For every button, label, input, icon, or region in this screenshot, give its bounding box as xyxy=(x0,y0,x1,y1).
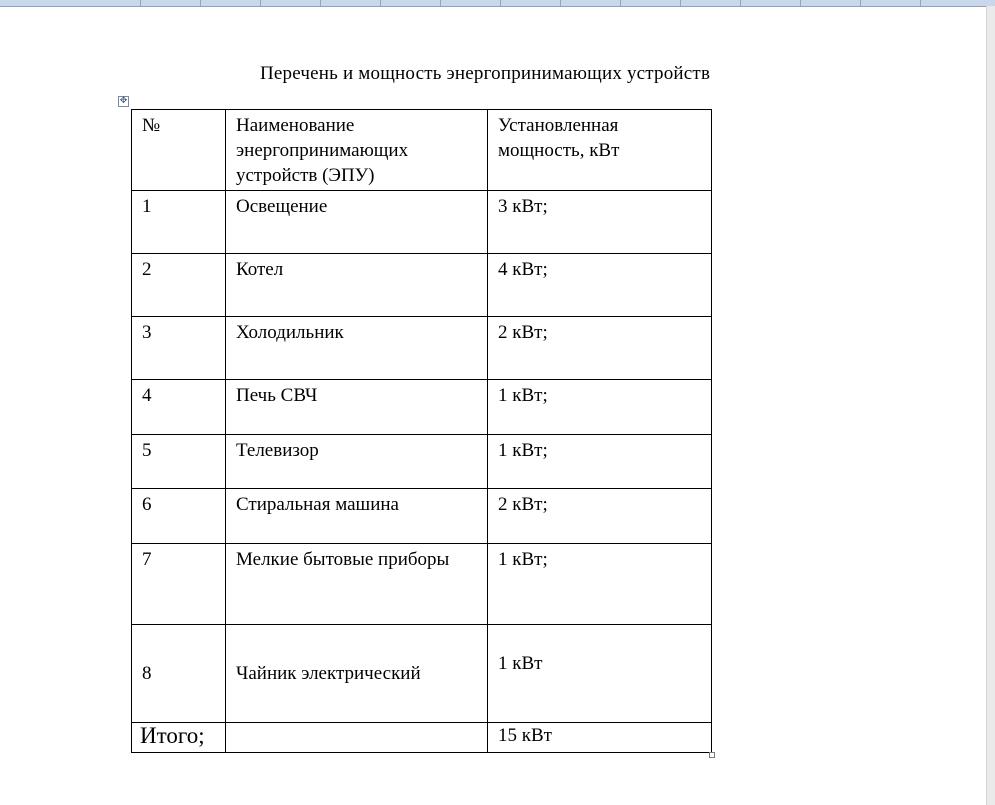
row-number-cell[interactable]: 6 xyxy=(132,489,226,544)
row-number-cell[interactable]: 2 xyxy=(132,254,226,317)
ruler-tick xyxy=(560,0,561,6)
total-power-cell[interactable]: 15 кВт xyxy=(488,723,712,753)
row-name-cell[interactable]: Мелкие бытовые приборы xyxy=(226,544,488,625)
ruler-tick xyxy=(620,0,621,6)
row-number-cell[interactable]: 7 xyxy=(132,544,226,625)
ruler-tick xyxy=(320,0,321,6)
row-name-cell[interactable]: Стиральная машина xyxy=(226,489,488,544)
row-power-cell[interactable]: 1 кВт; xyxy=(488,435,712,489)
ruler-tick xyxy=(440,0,441,6)
header-number-cell[interactable]: № xyxy=(132,110,226,191)
header-power-cell[interactable]: Установленная мощность, кВт xyxy=(488,110,712,191)
table-row xyxy=(132,544,712,625)
row-name-cell[interactable]: Телевизор xyxy=(226,435,488,489)
page-edge xyxy=(986,6,995,805)
row-power-cell[interactable]: 1 кВт xyxy=(488,625,712,723)
table-row xyxy=(132,435,712,489)
row-number-cell[interactable]: 8 xyxy=(132,625,226,723)
row-power-cell[interactable]: 1 кВт; xyxy=(488,380,712,435)
table-row xyxy=(132,254,712,317)
row-name-cell[interactable]: Печь СВЧ xyxy=(226,380,488,435)
ruler-tick xyxy=(800,0,801,6)
ruler-tick xyxy=(680,0,681,6)
table-row xyxy=(132,317,712,380)
row-power-cell[interactable]: 1 кВт; xyxy=(488,544,712,625)
ruler-tick xyxy=(740,0,741,6)
move-arrows-icon[interactable]: ✥ xyxy=(119,96,128,106)
total-label-cell[interactable]: Итого; xyxy=(132,723,226,753)
row-power-cell[interactable]: 2 кВт; xyxy=(488,489,712,544)
ruler-tick xyxy=(200,0,201,6)
row-number-cell[interactable]: 3 xyxy=(132,317,226,380)
row-number-cell[interactable]: 5 xyxy=(132,435,226,489)
ruler-tick xyxy=(380,0,381,6)
total-name-cell[interactable] xyxy=(226,723,488,753)
row-number-cell[interactable]: 4 xyxy=(132,380,226,435)
table-row xyxy=(132,625,712,723)
header-name-cell[interactable]: Наименование энергопринимающих устройств (ЭПУ) xyxy=(226,110,488,191)
table-total-row xyxy=(132,723,712,753)
row-name-cell[interactable]: Холодильник xyxy=(226,317,488,380)
row-power-cell[interactable]: 2 кВт; xyxy=(488,317,712,380)
row-power-cell[interactable]: 4 кВт; xyxy=(488,254,712,317)
table-row xyxy=(132,191,712,254)
row-name-cell[interactable]: Котел xyxy=(226,254,488,317)
power-table[interactable] xyxy=(131,109,712,753)
ruler-marker[interactable] xyxy=(140,0,141,6)
table-row xyxy=(132,489,712,544)
row-name-cell[interactable]: Освещение xyxy=(226,191,488,254)
ruler-tick xyxy=(920,0,921,6)
horizontal-ruler[interactable] xyxy=(0,0,995,7)
table-row xyxy=(132,380,712,435)
row-power-cell[interactable]: 3 кВт; xyxy=(488,191,712,254)
ruler-tick xyxy=(260,0,261,6)
row-number-cell[interactable]: 1 xyxy=(132,191,226,254)
resize-handle-icon[interactable] xyxy=(709,752,715,758)
document-title: Перечень и мощность энергопринимающих устройств xyxy=(260,63,711,84)
table-header-row xyxy=(132,110,712,191)
row-name-cell[interactable]: Чайник электрический xyxy=(226,625,488,723)
ruler-tick xyxy=(860,0,861,6)
ruler-tick xyxy=(500,0,501,6)
